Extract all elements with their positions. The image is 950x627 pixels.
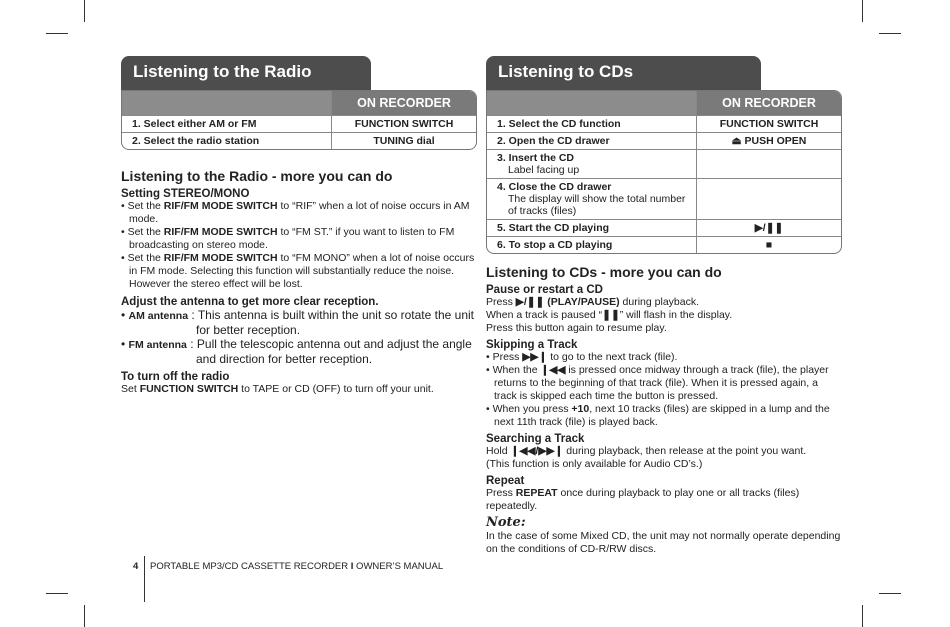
stereo-mono-heading: Setting STEREO/MONO [121,188,250,200]
step-title: 2. Open the CD drawer [497,135,610,147]
footer-text [150,561,443,572]
text: When the [492,364,541,376]
radio-table-box [121,90,477,150]
plus-ten-label: +10 [571,403,590,415]
control-cell: FUNCTION SWITCH [697,116,842,133]
crop-mark [84,0,85,22]
step-cell: 1. Select either AM or FM [122,116,332,133]
repeat-label: REPEAT [515,487,558,499]
step-cell [487,150,697,179]
play-pause-icon: ▶/❚❚ (PLAY/PAUSE) [515,296,620,308]
next-icon: ▶▶❙ [522,351,548,363]
list-item: • When the ❙◀◀ is pressed once midway through a track (file), the player returns to the beginning of that track (file). When it is pressed again, a track is skipped each time the button is pressed. [486,364,829,402]
table-header-row [487,91,841,116]
text: is pressed once midway through a track (file), the player returns to the beginning of that track (file). When it is pressed again, a track is skipped each time the button is pressed. [494,364,829,402]
table-row [487,179,841,220]
text: to “FM MONO” when a lot of noise occurs in FM mode. Selecting this function will substantially reduce the noise. However the stereo effect will be lost. [129,252,475,290]
skip-heading: Skipping a Track [486,339,578,351]
header-on-recorder: ON RECORDER [697,91,842,116]
header-blank-cell [487,91,697,116]
text: OWNER’S MANUAL [353,561,444,572]
text: ” will flash in the display. [619,309,733,321]
crop-mark [46,593,68,594]
pause-line: Press this button again to resume play. [486,322,667,334]
table-header-row [122,91,476,116]
search-heading: Searching a Track [486,433,585,445]
pause-line [486,309,842,322]
switch-name: RIF/FM MODE SWITCH [163,226,278,238]
radio-table [122,91,476,149]
text: to TAPE or CD (OFF) to turn off your unit. [238,383,434,395]
cd-more-title: Listening to CDs - more you can do [486,264,722,280]
radio-title: Listening to the Radio [121,56,371,92]
cd-section [486,56,842,556]
repeat-text [486,487,842,513]
fm-antenna-label: FM antenna [128,339,187,351]
table-row [487,220,841,237]
table-row [122,116,476,133]
search-line [486,445,842,458]
list-item: • Set the RIF/FM MODE SWITCH to “RIF” when a lot of noise occurs in AM mode. [121,200,470,225]
page-number: 4 [133,561,139,572]
crop-mark [862,605,863,627]
antenna-heading: Adjust the antenna to get more clear reception. [121,296,379,308]
turn-off-text [121,383,477,396]
control-cell [697,179,842,220]
radio-more-title: Listening to the Radio - more you can do [121,168,393,184]
step-cell [487,220,697,237]
text: once during playback to play one or all tracks (files) repeatedly. [486,487,800,512]
step-subtitle: The display will show the total number of tracks (files) [508,193,686,217]
pause-icon: ❚❚ [602,309,620,321]
pause-line [486,296,842,309]
text: Hold [486,445,511,457]
previous-icon: ❙◀◀ [540,364,566,376]
stop-icon: ■ [697,237,842,254]
crop-mark [879,593,901,594]
text: during playback, then release at the point you want. [563,445,807,457]
text: : Pull the telescopic antenna out and adjust the angle and direction for better reception. [186,337,472,366]
list-item: • FM antenna : Pull the telescopic antenna out and adjust the angle and direction for better reception. [121,337,472,366]
table-row [487,237,841,254]
control-cell: FUNCTION SWITCH [332,116,477,133]
pause-heading: Pause or restart a CD [486,284,603,296]
step-title: 3. Insert the CD [497,152,575,164]
switch-name: RIF/FM MODE SWITCH [163,200,278,212]
table-row [487,133,841,150]
switch-name: RIF/FM MODE SWITCH [163,252,278,264]
step-cell [487,179,697,220]
cd-title: Listening to CDs [486,56,761,92]
crop-mark [862,0,863,22]
control-cell [697,150,842,179]
text: : This antenna is built within the unit so rotate the unit for better reception. [188,308,475,337]
control-cell: TUNING dial [332,133,477,150]
play-pause-icon: ▶/❚❚ [697,220,842,237]
step-title: 4. Close the CD drawer [497,181,612,193]
table-row [487,150,841,179]
step-subtitle: Label facing up [508,164,580,176]
text: Press [486,487,516,499]
separator: I [350,561,354,572]
turn-off-heading: To turn off the radio [121,371,230,383]
text: Set the [127,200,164,212]
list-item: • Press ▶▶❙ to go to the next track (file). [486,351,678,363]
list-item: • AM antenna : This antenna is built within the unit so rotate the unit for better reception. [121,308,475,337]
text: to go to the next track (file). [547,351,678,363]
text: Set the [127,252,164,264]
step-title: 1. Select the CD function [497,118,621,130]
text: Press [492,351,523,363]
repeat-heading: Repeat [486,475,525,487]
radio-section [121,56,477,396]
text: Press [486,296,516,308]
text: to “RIF” when a lot of noise occurs in AM mode. [129,200,470,225]
text: When a track is paused “ [486,309,603,321]
list-item: • Set the RIF/FM MODE SWITCH to “FM ST.” if you want to listen to FM broadcasting on stereo mode. [121,226,455,251]
step-cell [487,237,697,254]
control-cell: ⏏ PUSH OPEN [697,133,842,150]
step-cell: 2. Select the radio station [132,135,260,147]
text: to “FM ST.” if you want to listen to FM broadcasting on stereo mode. [129,226,455,251]
footer-divider [144,556,145,602]
text: When you press [492,403,572,415]
skip-icon: ❙◀◀/▶▶❙ [510,445,564,457]
crop-mark [879,33,901,34]
text: , next 10 tracks (files) are skipped in a lump and the next 11th track (file) is played back. [494,403,830,428]
step-title: 5. Start the CD playing [497,222,610,234]
crop-mark [46,33,68,34]
am-antenna-label: AM antenna [128,310,189,322]
text: PORTABLE MP3/CD CASSETTE RECORDER [150,561,351,572]
list-item: • Set the RIF/FM MODE SWITCH to “FM MONO” when a lot of noise occurs in FM mode. Selecting this function will substantially reduce the noise. However the stereo effect will be lost. [121,252,475,290]
header-on-recorder: ON RECORDER [332,91,477,116]
text: Set [121,383,140,395]
search-line: (This function is only available for Audio CD’s.) [486,458,703,470]
switch-name: FUNCTION SWITCH [139,383,239,395]
cd-table-box [486,90,842,254]
text: during playback. [619,296,700,308]
crop-mark [84,605,85,627]
table-row [487,116,841,133]
cd-table [487,91,841,253]
note-heading: Note: [486,515,526,530]
table-row [122,133,476,150]
step-cell [487,133,697,150]
step-cell [487,116,697,133]
note-text: In the case of some Mixed CD, the unit may not normally operate depending on the conditions of CD-R/RW discs. [486,530,841,555]
text: Set the [127,226,164,238]
list-item: • When you press +10, next 10 tracks (files) are skipped in a lump and the next 11th track (file) is played back. [486,403,830,428]
step-title: 6. To stop a CD playing [497,239,613,251]
header-blank-cell [122,91,332,116]
